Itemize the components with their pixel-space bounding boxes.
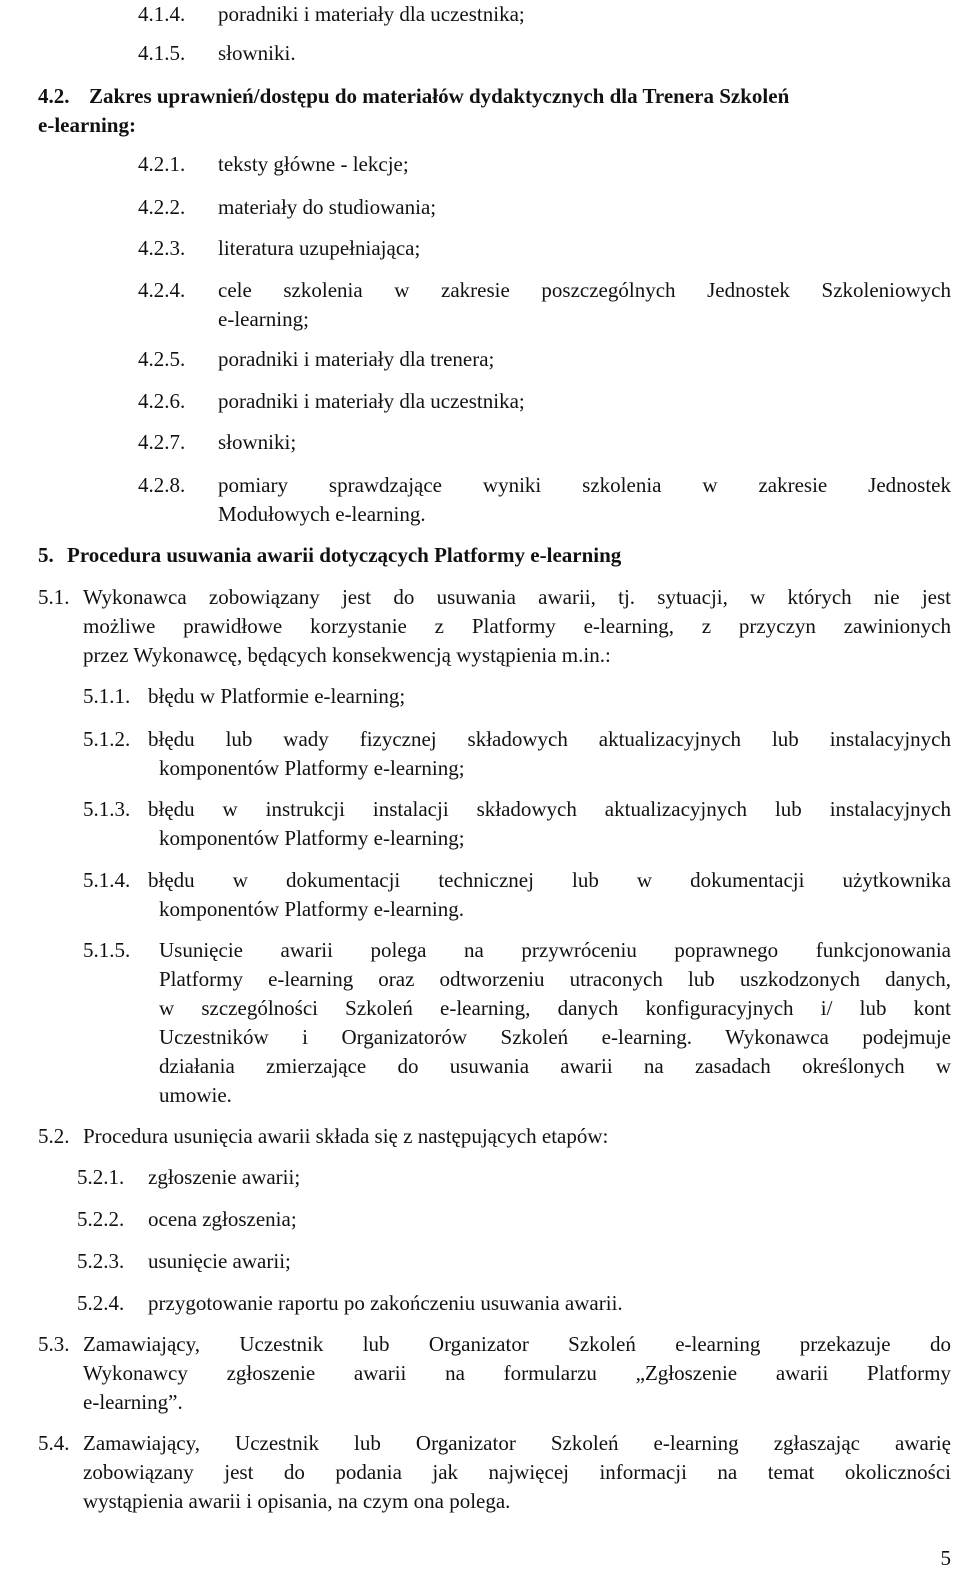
item-text: komponentów Platformy e-learning.: [159, 897, 465, 921]
item-number: 4.2.1.: [138, 152, 186, 176]
item-number: 5.2.2.: [77, 1207, 125, 1231]
item-number: 5.1.3.: [83, 797, 131, 821]
section-heading: Zakres uprawnień/dostępu do materiałów dydaktycznych dla Trenera Szkoleń: [89, 84, 790, 108]
item-text: działania zmierzające do usuwania awarii na zasadach określonych w: [159, 1054, 951, 1078]
item-text: poradniki i materiały dla uczestnika;: [218, 2, 525, 26]
page-number: 5: [940, 1546, 951, 1570]
item-number: 5.2.: [38, 1124, 70, 1148]
item-number: 5.1.: [38, 585, 70, 609]
item-text: cele szkolenia w zakresie poszczególnych Jednostek Szkoleniowych: [218, 278, 951, 302]
item-text: słowniki.: [218, 41, 296, 65]
item-number: 4.2.7.: [138, 430, 186, 454]
item-text: Uczestników i Organizatorów Szkoleń e-learning. Wykonawca podejmuje: [159, 1025, 951, 1049]
section-heading: e-learning:: [38, 113, 136, 137]
item-text: komponentów Platformy e-learning;: [159, 756, 465, 780]
item-text: Modułowych e-learning.: [218, 502, 426, 526]
item-text: teksty główne - lekcje;: [218, 152, 409, 176]
item-text: materiały do studiowania;: [218, 195, 437, 219]
item-text: e-learning”.: [83, 1390, 183, 1414]
item-text: przez Wykonawcę, będących konsekwencją wystąpienia m.in.:: [83, 643, 611, 667]
section-heading: Procedura usuwania awarii dotyczących Platformy e-learning: [67, 543, 622, 567]
item-text: błędu w dokumentacji technicznej lub w dokumentacji użytkownika: [148, 868, 951, 892]
section-number: 4.2.: [38, 84, 70, 108]
item-text: wystąpienia awarii i opisania, na czym ona polega.: [83, 1489, 511, 1513]
item-number: 5.1.4.: [83, 868, 131, 892]
item-number: 5.1.1.: [83, 684, 131, 708]
item-number: 5.1.5.: [83, 938, 131, 962]
item-number: 4.2.4.: [138, 278, 186, 302]
item-text: Zamawiający, Uczestnik lub Organizator Szkoleń e-learning zgłaszając awarię: [83, 1431, 951, 1455]
item-text: e-learning;: [218, 307, 309, 331]
item-text: błędu w instrukcji instalacji składowych aktualizacyjnych lub instalacyjnych: [148, 797, 951, 821]
item-number: 4.1.4.: [138, 2, 186, 26]
item-text: Zamawiający, Uczestnik lub Organizator Szkoleń e-learning przekazuje do: [83, 1332, 951, 1356]
item-text: poradniki i materiały dla uczestnika;: [218, 389, 525, 413]
item-number: 4.2.2.: [138, 195, 186, 219]
item-text: błędu w Platformie e-learning;: [148, 684, 406, 708]
item-text: umowie.: [159, 1083, 232, 1107]
item-number: 5.2.4.: [77, 1291, 125, 1315]
item-text: Wykonawcy zgłoszenie awarii na formularzu „Zgłoszenie awarii Platformy: [83, 1361, 951, 1385]
item-number: 4.2.6.: [138, 389, 186, 413]
item-number: 4.2.5.: [138, 347, 186, 371]
item-text: literatura uzupełniająca;: [218, 236, 421, 260]
item-number: 5.2.3.: [77, 1249, 125, 1273]
section-number: 5.: [38, 543, 54, 567]
item-number: 5.1.2.: [83, 727, 131, 751]
item-number: 4.1.5.: [138, 41, 186, 65]
item-text: pomiary sprawdzające wyniki szkolenia w zakresie Jednostek: [218, 473, 951, 497]
item-number: 4.2.8.: [138, 473, 186, 497]
item-number: 5.4.: [38, 1431, 70, 1455]
item-number: 5.3.: [38, 1332, 70, 1356]
item-text: błędu lub wady fizycznej składowych aktualizacyjnych lub instalacyjnych: [148, 727, 951, 751]
item-text: usunięcie awarii;: [148, 1249, 291, 1273]
item-number: 4.2.3.: [138, 236, 186, 260]
item-text: przygotowanie raportu po zakończeniu usuwania awarii.: [148, 1291, 623, 1315]
item-text: komponentów Platformy e-learning;: [159, 826, 465, 850]
item-text: możliwe prawidłowe korzystanie z Platformy e-learning, z przyczyn zawinionych: [83, 614, 951, 638]
item-text: zgłoszenie awarii;: [148, 1165, 301, 1189]
item-number: 5.2.1.: [77, 1165, 125, 1189]
item-text: słowniki;: [218, 430, 297, 454]
item-text: Procedura usunięcia awarii składa się z następujących etapów:: [83, 1124, 609, 1148]
item-text: Usunięcie awarii polega na przywróceniu poprawnego funkcjonowania: [159, 938, 951, 962]
item-text: ocena zgłoszenia;: [148, 1207, 297, 1231]
item-text: Platformy e-learning oraz odtworzeniu utraconych lub uszkodzonych danych,: [159, 967, 951, 991]
item-text: Wykonawca zobowiązany jest do usuwania awarii, tj. sytuacji, w których nie jest: [83, 585, 951, 609]
item-text: w szczególności Szkoleń e-learning, danych konfiguracyjnych i/ lub kont: [159, 996, 951, 1020]
item-text: zobowiązany jest do podania jak najwięcej informacji na temat okoliczności: [83, 1460, 951, 1484]
item-text: poradniki i materiały dla trenera;: [218, 347, 495, 371]
